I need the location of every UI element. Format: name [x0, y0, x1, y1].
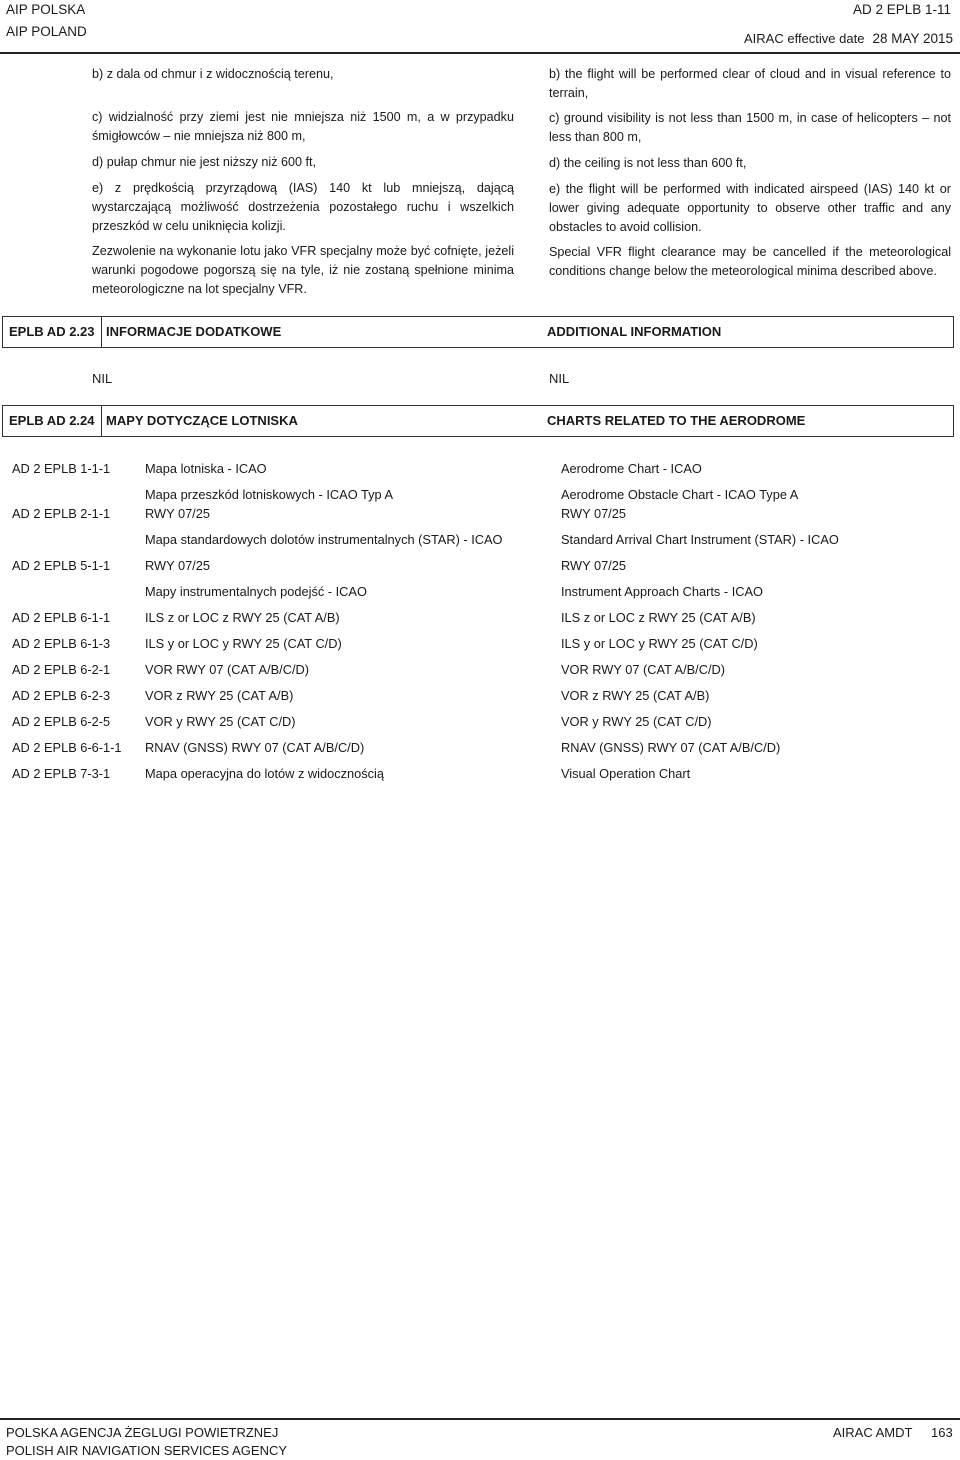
- header-publication-pl: AIP POLSKA: [6, 2, 86, 17]
- section-divider: [101, 317, 102, 347]
- chart-id: AD 2 EPLB 5-1-1: [12, 558, 111, 573]
- chart-title-en: VOR y RWY 25 (CAT C/D): [561, 714, 712, 729]
- chart-title-pl: ILS z or LOC z RWY 25 (CAT A/B): [145, 610, 340, 625]
- section-number: EPLB AD 2.24: [9, 413, 95, 428]
- condition-en-b-line2: terrain,: [549, 86, 589, 100]
- section-bar-additional-information: [2, 316, 954, 348]
- section-title-pl: INFORMACJE DODATKOWE: [106, 324, 282, 339]
- footer-rule: [0, 1418, 960, 1420]
- additional-info-en: NIL: [549, 371, 570, 386]
- chart-title-pl: Mapa lotniska - ICAO: [145, 461, 267, 476]
- chart-id: AD 2 EPLB 6-6-1-1: [12, 740, 122, 755]
- chart-title-en: Aerodrome Obstacle Chart - ICAO Type A: [561, 487, 799, 502]
- chart-title-en: ILS z or LOC z RWY 25 (CAT A/B): [561, 610, 756, 625]
- condition-pl-c-line1: c) widzialność przy ziemi jest nie mniejsza niż 1500 m, a w przypadku: [92, 110, 514, 124]
- chart-id: AD 2 EPLB 6-1-1: [12, 610, 111, 625]
- chart-id: AD 2 EPLB 6-1-3: [12, 636, 111, 651]
- footer-org-en: POLISH AIR NAVIGATION SERVICES AGENCY: [6, 1443, 288, 1458]
- condition-pl-b: b) z dala od chmur i z widocznością terenu,: [92, 67, 334, 81]
- effective-date-label: AIRAC effective date: [744, 31, 865, 46]
- chart-group-en: Instrument Approach Charts - ICAO: [561, 584, 763, 599]
- additional-info-pl: NIL: [92, 371, 113, 386]
- chart-title-pl: Mapa przeszkód lotniskowych - ICAO Typ A: [145, 487, 393, 502]
- amendment-number: 163: [931, 1425, 953, 1440]
- section-number: EPLB AD 2.23: [9, 324, 95, 339]
- chart-title-pl: VOR RWY 07 (CAT A/B/C/D): [145, 662, 310, 677]
- chart-title-pl: ILS y or LOC y RWY 25 (CAT C/D): [145, 636, 342, 651]
- section-divider: [101, 406, 102, 436]
- clearance-note-en-line1: Special VFR flight clearance may be cancelled if the meteorological: [549, 245, 951, 259]
- chart-title-pl: Mapa operacyjna do lotów z widocznością: [145, 766, 385, 781]
- chart-id: AD 2 EPLB 6-2-3: [12, 688, 111, 703]
- chart-title-en: VOR z RWY 25 (CAT A/B): [561, 688, 710, 703]
- clearance-note-en-line2: conditions change below the meteorological minima described above.: [549, 264, 937, 278]
- chart-id: AD 2 EPLB 1-1-1: [12, 461, 111, 476]
- footer-org-pl: POLSKA AGENCJA ŻEGLUGI POWIETRZNEJ: [6, 1425, 279, 1440]
- page-id: AD 2 EPLB 1-11: [852, 2, 951, 17]
- chart-group-pl: Mapy instrumentalnych podejść - ICAO: [145, 584, 367, 599]
- chart-title-en: Aerodrome Chart - ICAO: [561, 461, 702, 476]
- condition-en-e-line3: obstacles to avoid collision.: [549, 220, 702, 234]
- chart-title-pl: VOR y RWY 25 (CAT C/D): [145, 714, 296, 729]
- chart-title-en: RNAV (GNSS) RWY 07 (CAT A/B/C/D): [561, 740, 781, 755]
- clearance-note-pl-line1: Zezwolenie na wykonanie lotu jako VFR specjalny może być cofnięte, jeżeli: [92, 244, 514, 258]
- clearance-note-pl-line2: warunki pogodowe pogorszą się na tyle, iż nie zostaną spełnione minima: [92, 263, 514, 277]
- conditions-pl: [92, 65, 514, 299]
- amendment-label: AIRAC AMDT: [833, 1425, 913, 1440]
- chart-runway-pl: RWY 07/25: [145, 558, 210, 573]
- chart-title-en: Standard Arrival Chart Instrument (STAR) - ICAO: [561, 532, 839, 547]
- chart-title-pl: Mapa standardowych dolotów instrumentalnych (STAR) - ICAO: [145, 532, 503, 547]
- header-rule: [0, 52, 960, 54]
- chart-title-pl: RNAV (GNSS) RWY 07 (CAT A/B/C/D): [145, 740, 365, 755]
- clearance-note-pl-line3: meteorologiczne na lot specjalny VFR.: [92, 282, 307, 296]
- condition-pl-e-line3: przeszkód w celu uniknięcia kolizji.: [92, 219, 286, 233]
- chart-title-en: ILS y or LOC y RWY 25 (CAT C/D): [561, 636, 758, 651]
- condition-en-e-line2: lower giving adequate opportunity to observe other traffic and any: [549, 201, 951, 215]
- chart-id: AD 2 EPLB 7-3-1: [12, 766, 111, 781]
- chart-title-pl: VOR z RWY 25 (CAT A/B): [145, 688, 294, 703]
- condition-en-d: d) the ceiling is not less than 600 ft,: [549, 156, 747, 170]
- condition-pl-e-line1: e) z prędkością przyrządową (IAS) 140 kt lub mniejszą, dającą: [92, 181, 514, 195]
- chart-id: AD 2 EPLB 6-2-5: [12, 714, 111, 729]
- chart-id: AD 2 EPLB 6-2-1: [12, 662, 111, 677]
- chart-id: AD 2 EPLB 2-1-1: [12, 506, 111, 521]
- condition-pl-e-line2: wystarczającą możliwość dostrzeżenia pozostałego ruchu i wszelkich: [92, 200, 514, 214]
- section-title-en: CHARTS RELATED TO THE AERODROME: [547, 413, 806, 428]
- section-bar-charts: [2, 405, 954, 437]
- condition-pl-c-line2: śmigłowców – nie mniejsza niż 800 m,: [92, 129, 306, 143]
- conditions-en: [549, 65, 951, 281]
- section-title-en: ADDITIONAL INFORMATION: [547, 324, 722, 339]
- condition-en-b-line1: b) the flight will be performed clear of cloud and in visual reference to: [549, 67, 951, 81]
- effective-date: 28 MAY 2015: [872, 31, 953, 46]
- chart-title-en: Visual Operation Chart: [561, 766, 691, 781]
- condition-en-c-line2: less than 800 m,: [549, 130, 642, 144]
- condition-en-c-line1: c) ground visibility is not less than 1500 m, in case of helicopters – not: [549, 111, 951, 125]
- chart-title-en: VOR RWY 07 (CAT A/B/C/D): [561, 662, 726, 677]
- header-publication-en: AIP POLAND: [6, 24, 87, 39]
- chart-runway-pl: RWY 07/25: [145, 506, 210, 521]
- chart-runway-en: RWY 07/25: [561, 558, 626, 573]
- section-title-pl: MAPY DOTYCZĄCE LOTNISKA: [106, 413, 298, 428]
- chart-runway-en: RWY 07/25: [561, 506, 626, 521]
- condition-en-e-line1: e) the flight will be performed with indicated airspeed (IAS) 140 kt or: [549, 182, 951, 196]
- condition-pl-d: d) pułap chmur nie jest niższy niż 600 ft,: [92, 155, 316, 169]
